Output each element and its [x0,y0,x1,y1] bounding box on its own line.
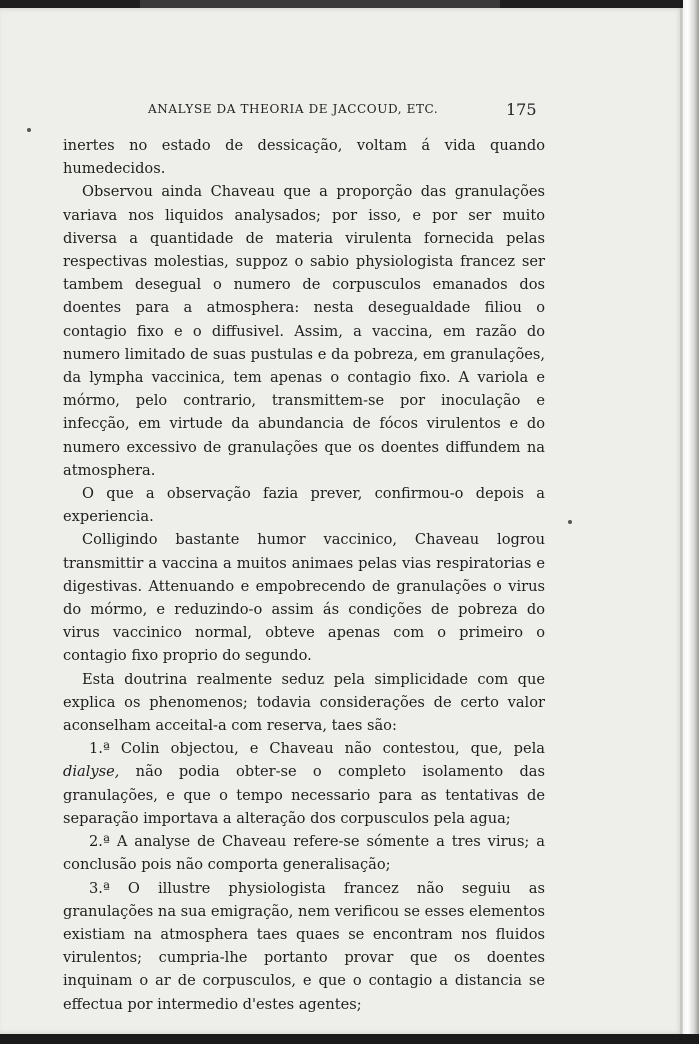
item-text-after: não podia obter-se o completo isolamento das granulações, e que o tempo necessario para as tentativas de separação importava a alteração dos corpusculos pela agua; [63,763,545,827]
running-title: ANALYSE DA THEORIA DE JACCOUD, ETC. [148,102,439,116]
list-item-1 [63,737,545,830]
item-number: 1.ª [89,740,110,758]
item-italic: dialyse, [63,763,120,781]
scan-bottom-border [0,1034,699,1044]
paragraph-1: inertes no estado de dessicação, voltam á vida quando humedecidos. [63,137,545,178]
list-item-3 [63,877,545,1016]
paragraph-5: Esta doutrina realmente seduz pela simplicidade com que explica os phenomenos; todavia considerações de certo valor aconselham acceital-a com reserva, taes são: [63,670,545,735]
ink-speck [568,520,572,524]
item-number: 2.ª [89,833,110,851]
page-number: 175 [506,100,537,119]
paragraph-3: O que a observação fazia prever, confirmou-o depois a experiencia. [63,485,545,526]
page-edge [683,0,699,1044]
list-item-2 [63,830,545,876]
ink-speck [27,128,31,132]
book-page [0,8,683,1034]
item-text: A analyse de Chaveau refere-se sómente a tres virus; a conclusão pois não comporta generalisação; [63,833,545,874]
page-fold-line [680,8,682,1034]
item-text-before: Colin objectou, e Chaveau não contestou, que, pela [120,740,546,758]
item-text: O illustre physiologista francez não seguiu as granulações na sua emigração, nem verificou se esses elementos existiam na atmosphera taes quaes se encontram nos fluidos virulentos; cumpria-lhe portanto provar que os doentes inquinam o ar de corpusculos, e que o contagio a distancia se effectua por intermedio d'estes agentes; [63,879,545,1013]
body-text [63,134,545,1016]
item-number: 3.ª [89,879,110,897]
paragraph-2: Observou ainda Chaveau que a proporção das granulações variava nos liquidos analysados; por isso, e por ser muito diversa a quantidade de materia virulenta fornecida pelas respectivas molestias, suppoz o sabio physiologista francez ser tambem desegual o numero de corpusculos emanados dos doentes para a atmosphera: nesta desegualdade filiou o contagio fixo e o diffusivel. Assim, a vaccina, em razão do numero limitado de suas pustulas e da pobreza, em granulações, da lympha vaccinica, tem apenas o contagio fixo. A variola e mórmo, pelo contrario, transmittem-se por inoculação e infecção, em virtude da abundancia de fócos virulentos e do numero excessivo de granulações que os doentes diffundem na atmosphera. [63,183,545,479]
paragraph-4: Colligindo bastante humor vaccinico, Chaveau logrou transmittir a vaccina a muitos animaes pelas vias respiratorias e digestivas. Attenuando e empobrecendo de granulações o virus do mórmo, e reduzindo-o assim ás condições de pobreza do virus vaccinico normal, obteve apenas com o primeiro o contagio fixo proprio do segundo. [63,531,545,665]
page-header [0,100,683,124]
